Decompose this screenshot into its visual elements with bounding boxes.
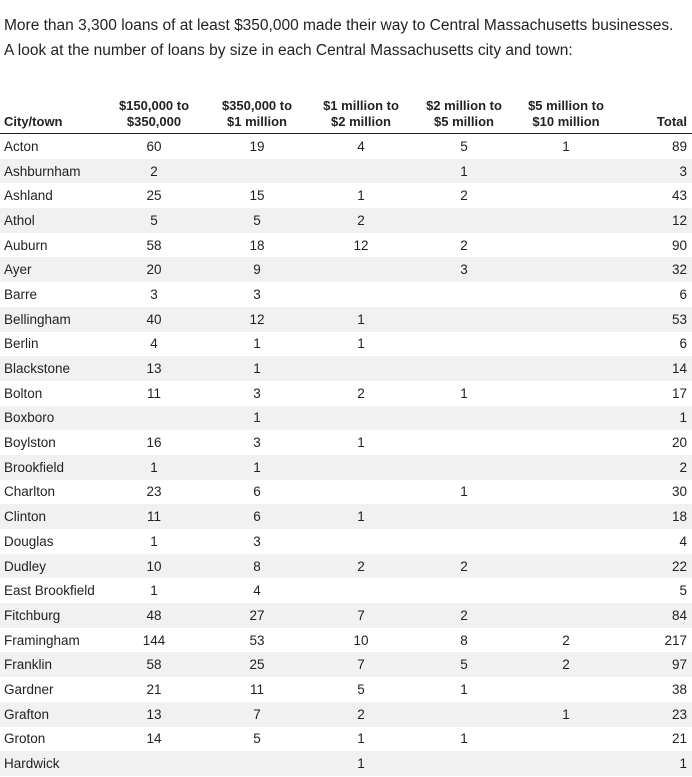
- cell-total: 6: [679, 286, 687, 302]
- cell-350k-1m: 11: [249, 681, 264, 697]
- cell-150k-350k: 13: [104, 356, 204, 381]
- cell-1m-2m: 2: [310, 208, 412, 233]
- table-row: [0, 332, 692, 357]
- cell-5m-10m: [516, 208, 616, 233]
- cell-city: Boxboro: [0, 406, 104, 431]
- cell-1m-2m: 10: [353, 632, 369, 648]
- cell-5m-10m: [516, 504, 616, 529]
- cell-5m-10m: [516, 677, 616, 702]
- cell-1m-2m: 5: [357, 681, 365, 697]
- cell-city: Barre: [4, 286, 38, 302]
- cell-2m-5m: 2: [412, 603, 516, 628]
- cell-150k-350k: 48: [104, 603, 204, 628]
- cell-350k-1m: 4: [253, 583, 261, 599]
- cell-150k-350k: 21: [146, 681, 162, 697]
- cell-150k-350k: 23: [146, 484, 162, 500]
- cell-1m-2m: [310, 455, 412, 480]
- cell-150k-350k: 10: [104, 554, 204, 579]
- cell-2m-5m: [412, 430, 516, 455]
- cell-350k-1m: [204, 751, 310, 776]
- cell-5m-10m: [516, 529, 616, 554]
- cell-5m-10m: [516, 455, 616, 480]
- cell-city: Douglas: [4, 533, 54, 549]
- cell-2m-5m: 3: [412, 257, 516, 282]
- cell-150k-350k: 2: [104, 159, 204, 184]
- cell-350k-1m: 5: [204, 208, 310, 233]
- cell-city: Acton: [4, 138, 39, 154]
- cell-350k-1m: 3: [253, 385, 261, 401]
- cell-5m-10m: 2: [562, 632, 570, 648]
- cell-5m-10m: [516, 356, 616, 381]
- cell-350k-1m: 12: [204, 307, 310, 332]
- cell-city: Groton: [4, 731, 46, 747]
- cell-total: 217: [664, 632, 687, 648]
- cell-total: 12: [616, 208, 692, 233]
- cell-city: Bolton: [4, 385, 43, 401]
- cell-350k-1m: 15: [249, 188, 265, 204]
- table-row: [0, 257, 692, 282]
- cell-city: Athol: [0, 208, 104, 233]
- cell-city: Blackstone: [0, 356, 104, 381]
- cell-total: 6: [679, 336, 687, 352]
- table-row: [0, 208, 692, 233]
- cell-2m-5m: [412, 282, 516, 307]
- cell-total: 23: [616, 702, 692, 727]
- cell-1m-2m: 1: [357, 435, 365, 451]
- cell-1m-2m: 1: [310, 307, 412, 332]
- cell-350k-1m: 19: [249, 138, 265, 154]
- cell-1m-2m: [310, 257, 412, 282]
- cell-150k-350k: 58: [104, 652, 204, 677]
- cell-350k-1m: 8: [204, 554, 310, 579]
- cell-350k-1m: 1: [204, 356, 310, 381]
- table-row: [0, 751, 692, 776]
- cell-350k-1m: 1: [204, 455, 310, 480]
- cell-2m-5m: 8: [460, 632, 468, 648]
- cell-350k-1m: 7: [204, 702, 310, 727]
- cell-city: Boylston: [4, 435, 56, 451]
- table-row: [0, 628, 692, 653]
- cell-2m-5m: [412, 307, 516, 332]
- cell-350k-1m: 6: [204, 504, 310, 529]
- cell-city: Grafton: [0, 702, 104, 727]
- table-row: [0, 356, 692, 381]
- cell-2m-5m: 5: [460, 138, 468, 154]
- cell-1m-2m: [310, 578, 412, 603]
- cell-150k-350k: 1: [150, 533, 158, 549]
- cell-150k-350k: [104, 751, 204, 776]
- table-row: [0, 233, 692, 258]
- table-row: [0, 727, 692, 752]
- table-row: [0, 603, 692, 628]
- cell-total: 53: [616, 307, 692, 332]
- cell-total: 97: [616, 652, 692, 677]
- cell-city: Auburn: [4, 237, 48, 253]
- cell-150k-350k: 20: [104, 257, 204, 282]
- cell-5m-10m: [516, 233, 616, 258]
- cell-1m-2m: [310, 356, 412, 381]
- cell-150k-350k: 60: [146, 138, 162, 154]
- table-row: [0, 504, 692, 529]
- cell-city: Clinton: [0, 504, 104, 529]
- cell-total: 32: [616, 257, 692, 282]
- cell-total: 4: [679, 533, 687, 549]
- cell-city: Framingham: [4, 632, 80, 648]
- cell-total: 18: [616, 504, 692, 529]
- cell-total: 3: [616, 159, 692, 184]
- cell-150k-350k: 14: [146, 731, 162, 747]
- table-row: [0, 578, 692, 603]
- cell-2m-5m: [412, 702, 516, 727]
- cell-150k-350k: 16: [146, 435, 162, 451]
- table-body: [0, 134, 692, 776]
- cell-350k-1m: [204, 159, 310, 184]
- cell-5m-10m: [516, 554, 616, 579]
- cell-1m-2m: 2: [310, 702, 412, 727]
- cell-city: Bellingham: [0, 307, 104, 332]
- cell-1m-2m: 1: [357, 731, 365, 747]
- cell-5m-10m: [516, 183, 616, 208]
- cell-5m-10m: [516, 480, 616, 505]
- cell-2m-5m: 5: [412, 652, 516, 677]
- cell-2m-5m: 1: [460, 731, 468, 747]
- cell-5m-10m: [516, 578, 616, 603]
- table-row: [0, 529, 692, 554]
- header-city-town: City/town: [0, 98, 104, 134]
- cell-150k-350k: 40: [104, 307, 204, 332]
- cell-2m-5m: [412, 504, 516, 529]
- table-row: [0, 282, 692, 307]
- cell-350k-1m: 27: [204, 603, 310, 628]
- cell-2m-5m: 2: [460, 188, 468, 204]
- cell-350k-1m: 9: [204, 257, 310, 282]
- cell-total: 1: [616, 406, 692, 431]
- cell-city: Dudley: [0, 554, 104, 579]
- table-row: [0, 134, 692, 159]
- cell-350k-1m: 3: [253, 435, 261, 451]
- cell-total: 89: [671, 138, 687, 154]
- cell-total: 30: [671, 484, 687, 500]
- cell-city: Fitchburg: [0, 603, 104, 628]
- cell-1m-2m: 2: [310, 554, 412, 579]
- cell-total: 1: [616, 751, 692, 776]
- cell-city: Hardwick: [0, 751, 104, 776]
- cell-2m-5m: [412, 332, 516, 357]
- cell-5m-10m: [516, 381, 616, 406]
- cell-150k-350k: 58: [146, 237, 162, 253]
- cell-city: Franklin: [0, 652, 104, 677]
- cell-150k-350k: 5: [104, 208, 204, 233]
- cell-1m-2m: 1: [310, 504, 412, 529]
- cell-total: 2: [616, 455, 692, 480]
- cell-5m-10m: [516, 751, 616, 776]
- cell-150k-350k: 25: [146, 188, 162, 204]
- intro-text: [0, 0, 692, 63]
- cell-150k-350k: 13: [104, 702, 204, 727]
- cell-2m-5m: 1: [460, 484, 468, 500]
- header-350k-1m: $350,000 to $1 million: [204, 98, 310, 134]
- table-row: [0, 702, 692, 727]
- header-2m-5m: $2 million to $5 million: [412, 98, 516, 134]
- cell-2m-5m: 2: [412, 554, 516, 579]
- header-5m-10m: $5 million to $10 million: [516, 98, 616, 134]
- cell-350k-1m: 1: [204, 406, 310, 431]
- cell-5m-10m: 1: [516, 702, 616, 727]
- cell-5m-10m: [516, 430, 616, 455]
- cell-5m-10m: [516, 406, 616, 431]
- cell-city: Ayer: [0, 257, 104, 282]
- cell-2m-5m: [412, 356, 516, 381]
- cell-2m-5m: [412, 751, 516, 776]
- cell-1m-2m: 1: [357, 188, 365, 204]
- cell-350k-1m: 53: [249, 632, 265, 648]
- cell-350k-1m: 6: [253, 484, 261, 500]
- cell-150k-350k: [104, 406, 204, 431]
- table-row: [0, 159, 692, 184]
- table-row: [0, 430, 692, 455]
- cell-2m-5m: 2: [460, 237, 468, 253]
- cell-350k-1m: 5: [253, 731, 261, 747]
- cell-total: 90: [671, 237, 687, 253]
- cell-total: 22: [616, 554, 692, 579]
- cell-2m-5m: 1: [460, 681, 468, 697]
- table-row: [0, 455, 692, 480]
- cell-1m-2m: [310, 480, 412, 505]
- table-row: [0, 307, 692, 332]
- cell-total: 43: [671, 188, 687, 204]
- cell-2m-5m: [412, 455, 516, 480]
- cell-city: East Brookfield: [4, 583, 95, 599]
- cell-1m-2m: 4: [357, 138, 365, 154]
- cell-city: Charlton: [4, 484, 56, 500]
- cell-city: Berlin: [4, 336, 39, 352]
- cell-total: 5: [679, 583, 687, 599]
- header-150k-350k: $150,000 to $350,000: [104, 98, 204, 134]
- cell-5m-10m: [516, 603, 616, 628]
- cell-150k-350k: 4: [150, 336, 158, 352]
- table-row: [0, 554, 692, 579]
- loans-table: [0, 98, 692, 776]
- cell-150k-350k: 1: [104, 455, 204, 480]
- cell-5m-10m: [516, 282, 616, 307]
- cell-1m-2m: [310, 159, 412, 184]
- cell-150k-350k: 11: [104, 504, 204, 529]
- table-row: [0, 677, 692, 702]
- cell-350k-1m: 3: [253, 286, 261, 302]
- cell-5m-10m: 1: [562, 138, 570, 154]
- cell-1m-2m: 7: [310, 603, 412, 628]
- cell-350k-1m: 25: [204, 652, 310, 677]
- cell-1m-2m: [310, 529, 412, 554]
- table-header: [0, 98, 692, 134]
- cell-2m-5m: [412, 578, 516, 603]
- cell-350k-1m: 1: [253, 336, 261, 352]
- cell-1m-2m: [310, 282, 412, 307]
- table-row: [0, 652, 692, 677]
- cell-1m-2m: 7: [310, 652, 412, 677]
- table-row: [0, 480, 692, 505]
- cell-1m-2m: 12: [353, 237, 369, 253]
- cell-total: 84: [616, 603, 692, 628]
- cell-5m-10m: [516, 257, 616, 282]
- cell-5m-10m: [516, 332, 616, 357]
- cell-150k-350k: 3: [150, 286, 158, 302]
- cell-1m-2m: 1: [310, 751, 412, 776]
- table-row: [0, 381, 692, 406]
- header-1m-2m: $1 million to $2 million: [310, 98, 412, 134]
- cell-total: 20: [671, 435, 687, 451]
- cell-total: 38: [671, 681, 687, 697]
- cell-2m-5m: 1: [412, 159, 516, 184]
- cell-150k-350k: 1: [150, 583, 158, 599]
- cell-5m-10m: 2: [516, 652, 616, 677]
- cell-city: Gardner: [4, 681, 54, 697]
- cell-total: 14: [616, 356, 692, 381]
- cell-total: 17: [671, 385, 687, 401]
- cell-1m-2m: [310, 406, 412, 431]
- cell-2m-5m: [412, 406, 516, 431]
- table-row: [0, 406, 692, 431]
- cell-350k-1m: 3: [253, 533, 261, 549]
- cell-5m-10m: [516, 727, 616, 752]
- cell-1m-2m: 1: [357, 336, 365, 352]
- cell-5m-10m: [516, 307, 616, 332]
- cell-150k-350k: 144: [142, 632, 166, 648]
- intro-line-2: A look at the number of loans by size in each Central Massachusetts city and town:: [4, 42, 573, 59]
- cell-2m-5m: [412, 529, 516, 554]
- cell-2m-5m: 1: [460, 385, 468, 401]
- cell-city: Ashburnham: [0, 159, 104, 184]
- cell-2m-5m: [412, 208, 516, 233]
- cell-city: Brookfield: [0, 455, 104, 480]
- header-total: Total: [616, 98, 692, 134]
- cell-150k-350k: 11: [146, 385, 161, 401]
- cell-5m-10m: [516, 159, 616, 184]
- cell-city: Ashland: [4, 188, 53, 204]
- cell-1m-2m: 2: [357, 385, 365, 401]
- cell-total: 21: [671, 731, 687, 747]
- table-row: [0, 183, 692, 208]
- cell-350k-1m: 18: [249, 237, 265, 253]
- intro-line-1: More than 3,300 loans of at least $350,000 made their way to Central Massachusetts businesses.: [4, 17, 674, 34]
